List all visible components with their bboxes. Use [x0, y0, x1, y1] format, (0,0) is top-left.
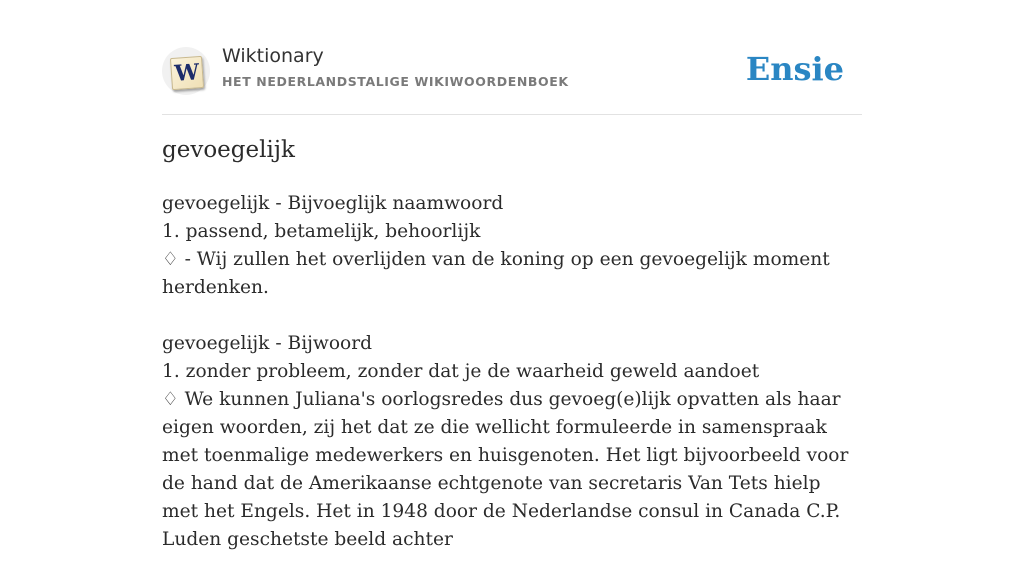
entry-example: ♢ We kunnen Juliana's oorlogsredes dus gevoeg(e)lijk opvatten als haar eigen woorden, zij het dat ze die wellicht formuleerde in samenspraak met toenmalige medewerkers en huisgenoten. Het ligt bijvoorbeeld voor de hand dat de Amerikaanse echtgenote van secretaris Van Tets hielp met het Engels. Het in 1948 door de Nederlandse consul in Canada C.P. Luden geschetste beeld achter [162, 389, 849, 550]
ensie-brand-link[interactable]: Ensie [745, 50, 844, 88]
entry-definition: 1. zonder probleem, zonder dat je de waarheid geweld aandoet [162, 361, 760, 382]
wiktionary-tile-icon: W [170, 56, 204, 90]
entry-adjective [162, 190, 862, 302]
page-title: gevoegelijk [162, 137, 295, 163]
entry-heading: gevoegelijk - Bijvoeglijk naamwoord [162, 193, 504, 214]
entry-example: ♢ - Wij zullen het overlijden van de koning op een gevoegelijk moment herdenken. [162, 249, 830, 298]
definition-content [162, 190, 862, 582]
wiktionary-logo[interactable] [162, 47, 210, 95]
entry-heading: gevoegelijk - Bijwoord [162, 333, 373, 354]
site-header [162, 0, 862, 115]
page-container [162, 0, 862, 550]
entry-definition: 1. passend, betamelijk, behoorlijk [162, 221, 481, 242]
site-title[interactable]: Wiktionary [222, 45, 324, 67]
entry-adverb [162, 330, 862, 554]
site-subtitle: HET NEDERLANDSTALIGE WIKIWOORDENBOEK [222, 74, 569, 89]
